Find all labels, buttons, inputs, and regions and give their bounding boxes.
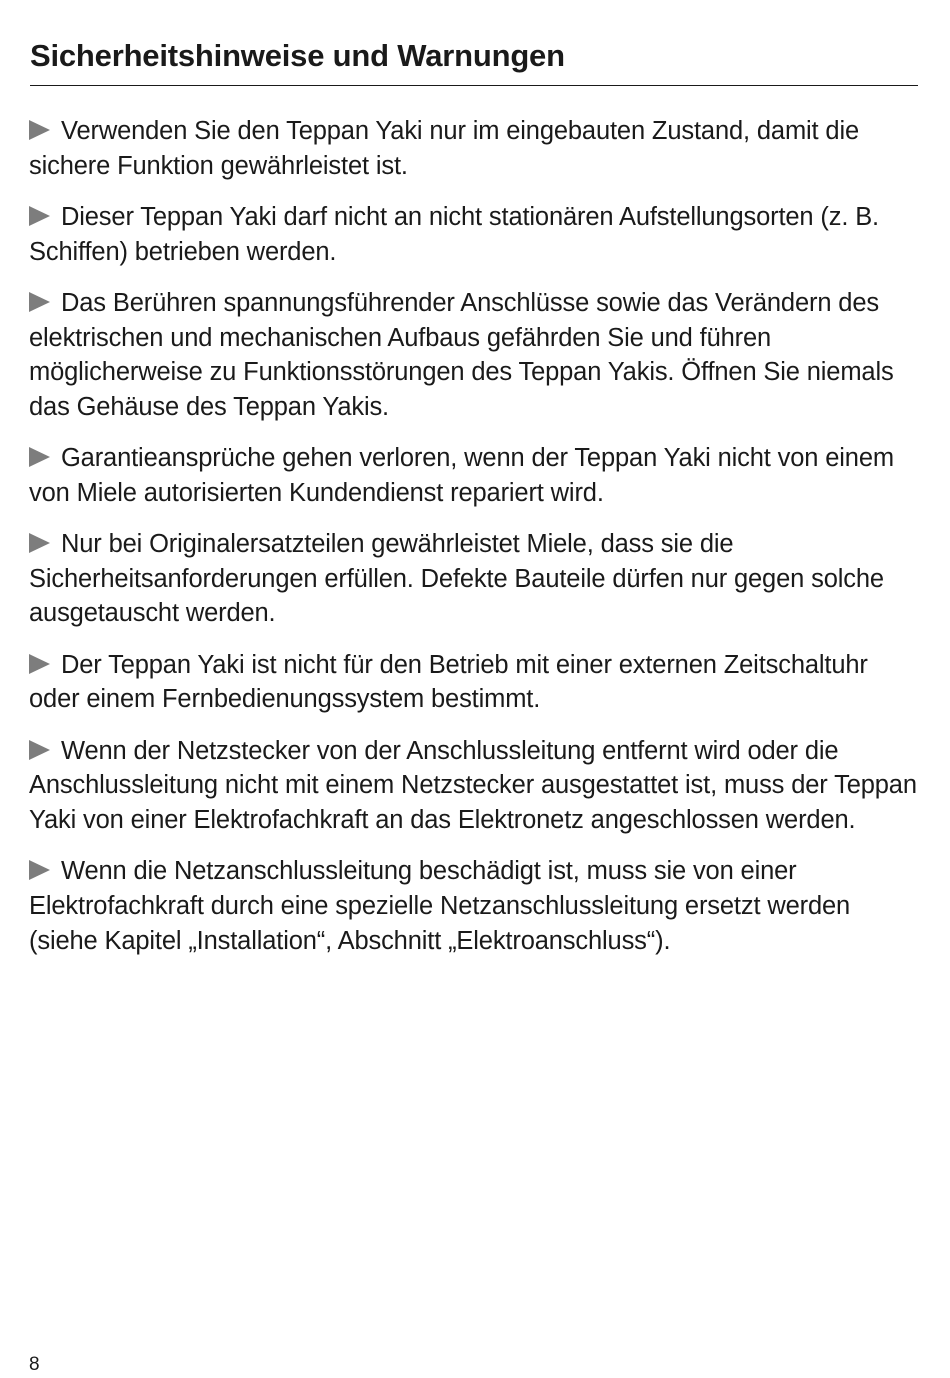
safety-notice xyxy=(29,854,921,958)
notice-text: Der Teppan Yaki ist nicht für den Betrieb mit einer externen Zeitschaltuhr oder einem Fernbedienungssystem bestimmt. xyxy=(29,650,868,714)
page-number: 8 xyxy=(29,1354,40,1375)
safety-notice xyxy=(29,441,921,510)
notice-text: Wenn der Netzstecker von der Anschlussleitung entfernt wird oder die Anschlussleitung nicht mit einem Netzstecker ausgestattet ist, muss der Teppan Yaki von einer Elektrofachkraft an das Elektronetz angeschlossen werden. xyxy=(29,736,917,834)
triangle-bullet-icon xyxy=(29,740,50,760)
safety-notice-list xyxy=(29,114,921,975)
triangle-bullet-icon xyxy=(29,447,50,467)
safety-notice xyxy=(29,114,921,183)
safety-notice xyxy=(29,527,921,631)
notice-text: Garantieansprüche gehen verloren, wenn der Teppan Yaki nicht von einem von Miele autorisierten Kundendienst repariert wird. xyxy=(29,444,894,507)
safety-notice xyxy=(29,648,921,717)
page-title: Sicherheitshinweise und Warnungen xyxy=(30,38,565,73)
notice-text: Nur bei Originalersatzteilen gewährleistet Miele, dass sie die Sicherheitsanforderungen erfüllen. Defekte Bauteile dürfen nur gegen solche ausgetauscht werden. xyxy=(29,530,884,628)
safety-notice xyxy=(29,286,921,425)
notice-text: Das Berühren spannungsführender Anschlüsse sowie das Verändern des elektrischen und mechanischen Aufbaus gefährden Sie und führen möglicherweise zu Funktionsstörungen des Teppan Yakis. Öffnen Sie niemals das Gehäuse des Teppan Yakis. xyxy=(29,288,894,421)
notice-text: Wenn die Netzanschlussleitung beschädigt ist, muss sie von einer Elektrofachkraft durch eine spezielle Netzanschlussleitung ersetzt werden (siehe Kapitel „Installation“, Abschnitt „Elektroanschluss“). xyxy=(29,857,851,955)
triangle-bullet-icon xyxy=(29,206,50,226)
triangle-bullet-icon xyxy=(29,860,50,880)
page-header xyxy=(30,36,918,86)
safety-notice xyxy=(29,734,921,838)
triangle-bullet-icon xyxy=(29,654,50,674)
triangle-bullet-icon xyxy=(29,533,50,553)
safety-notice xyxy=(29,200,921,269)
triangle-bullet-icon xyxy=(29,292,50,312)
notice-text: Verwenden Sie den Teppan Yaki nur im eingebauten Zustand, damit die sichere Funktion gewährleistet ist. xyxy=(29,117,860,180)
triangle-bullet-icon xyxy=(29,120,50,140)
notice-text: Dieser Teppan Yaki darf nicht an nicht stationären Aufstellungsorten (z. B. Schiffen) betrieben werden. xyxy=(29,202,879,266)
